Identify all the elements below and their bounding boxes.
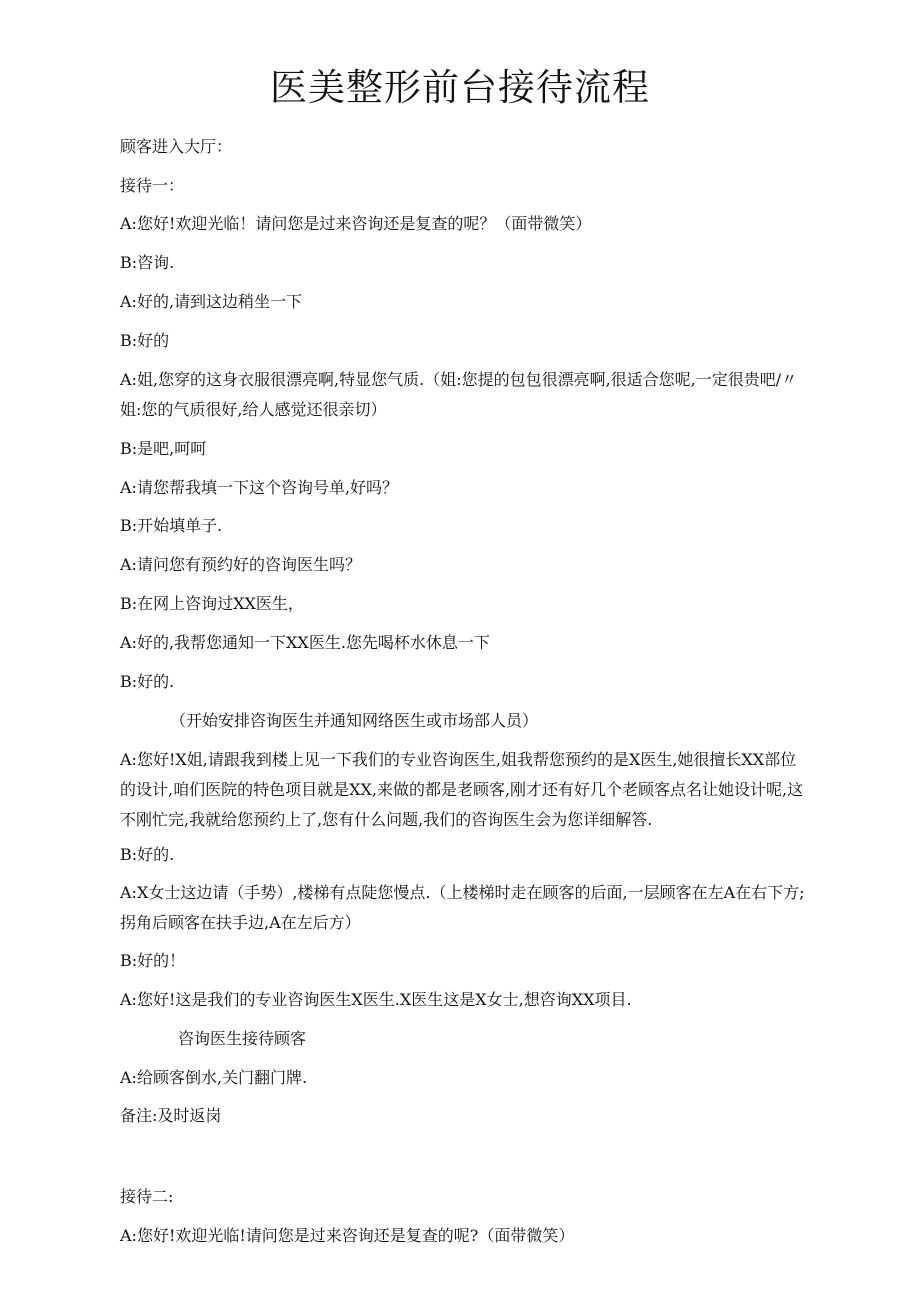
paragraph-reception-one-heading: 接待一：	[120, 176, 185, 195]
paragraph-dialogue: A:好的,我帮您通知一下XX医生.您先喝杯水休息一下	[120, 633, 490, 652]
paragraph-dialogue: B:在网上咨询过XX医生，	[120, 594, 304, 613]
paragraph-dialogue: A:姐,您穿的这身衣服很漂亮啊,特显您气质.（姐:您提的包包很漂亮啊,很适合您呢,一定很贵吧/〃姐:您的气质很好,给人感觉还很亲切）	[120, 370, 798, 419]
paragraph-stage-note: 咨询医生接待顾客	[178, 1029, 307, 1048]
paragraph-dialogue: A:您好!X姐,请跟我到楼上见一下我们的专业咨询医生,姐我帮您预约的是X医生,她很擅长XX部位的设计,咱们医院的特色项目就是XX,来做的都是老顾客,刚才还有好几个老顾客点名让她设计呢,这不刚忙完,我就给您预约上了,您有什么问题,我们的咨询医生会为您详细解答.	[120, 750, 804, 829]
document-title: 医美整形前台接待流程	[270, 66, 650, 109]
paragraph-dialogue: B:好的！	[120, 951, 186, 970]
paragraph-dialogue: B:好的.	[120, 672, 175, 691]
paragraph-dialogue: B:是吧,呵呵	[120, 439, 207, 458]
paragraph-dialogue: A:您好!欢迎光临!请问您是过来咨询还是复查的呢?（面带微笑）	[120, 1226, 575, 1245]
paragraph-dialogue: A:好的,请到这边稍坐一下	[120, 292, 303, 311]
paragraph-remark: 备注:及时返岗	[120, 1106, 222, 1125]
paragraph-dialogue: A:请您帮我填一下这个咨询号单,好吗？	[120, 478, 399, 497]
paragraph-dialogue: A:您好!欢迎光临！请问您是过来咨询还是复查的呢？（面带微笑）	[120, 214, 592, 233]
paragraph-lobby-entry: 顾客进入大厅：	[120, 137, 233, 156]
paragraph-dialogue: B:咨询.	[120, 253, 175, 272]
paragraph-dialogue: B:开始填单子.	[120, 516, 223, 535]
paragraph-dialogue: A:请问您有预约好的咨询医生吗？	[120, 555, 361, 574]
paragraph-dialogue: A:给顾客倒水,关门翻门牌.	[120, 1068, 308, 1087]
paragraph-dialogue: B:好的	[120, 331, 170, 350]
paragraph-stage-note: （开始安排咨询医生并通知网络医生或市场部人员）	[170, 711, 539, 730]
paragraph-reception-two-heading: 接待二:	[120, 1187, 174, 1206]
paragraph-dialogue: A:您好!这是我们的专业咨询医生X医生.X医生这是X女士,想咨询XX项目.	[120, 990, 632, 1009]
paragraph-dialogue: A:X女士这边请（手势）,楼梯有点陡您慢点.（上楼梯时走在顾客的后面,一层顾客在左A在右下方;拐角后顾客在扶手边,A在左后方）	[120, 883, 805, 932]
paragraph-dialogue: B:好的.	[120, 845, 175, 864]
